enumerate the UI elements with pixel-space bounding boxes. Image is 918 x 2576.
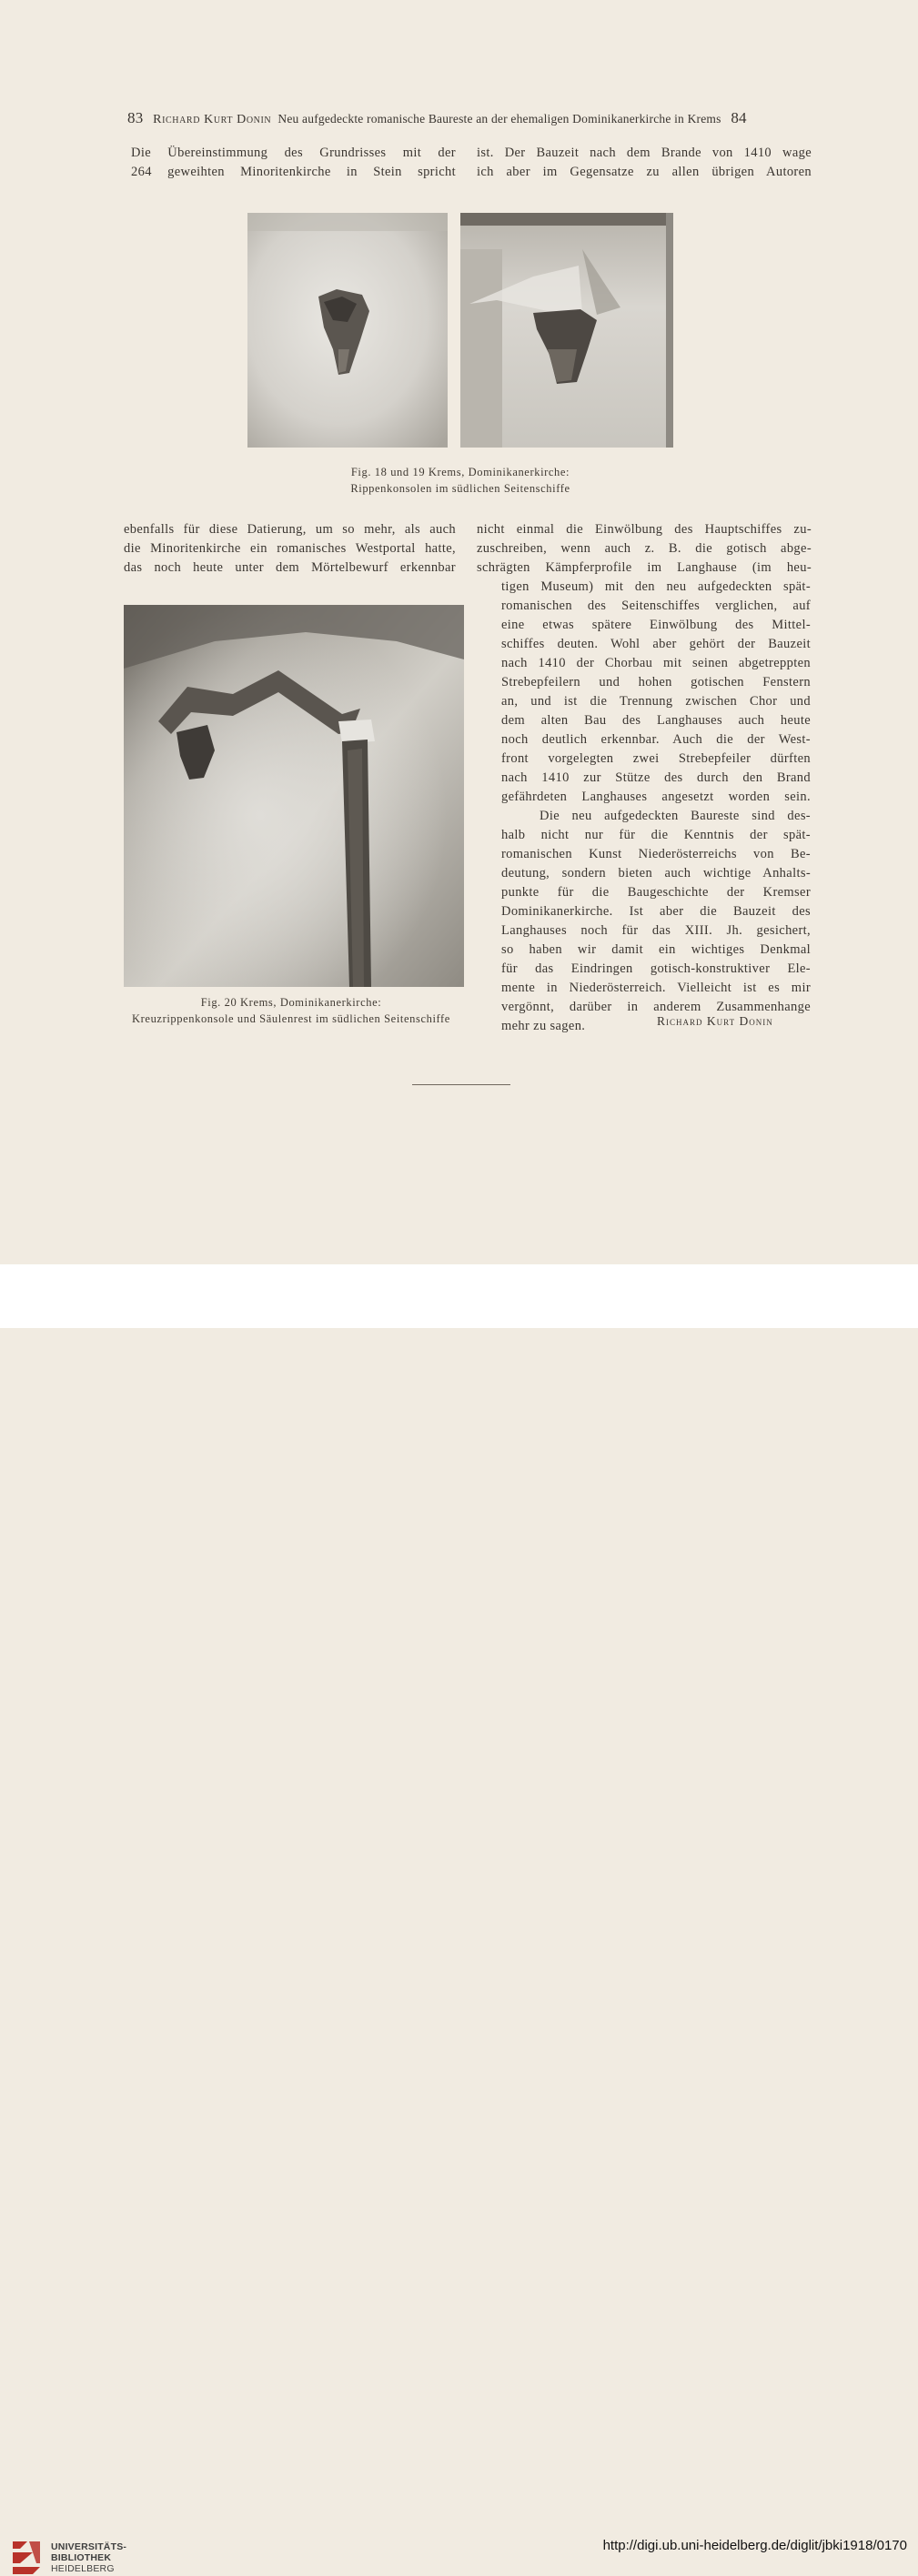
caption-line: Fig. 18 und 19 Krems, Dominikanerkirche: [350, 466, 570, 478]
text-line: für das Eindringen gotisch-konstruktiver Ele- [501, 961, 811, 976]
text-line: Dominikanerkirche. Ist aber die Bauzeit des [501, 904, 811, 919]
text-line: mente in Niederösterreich. Vielleicht ist es mir [501, 981, 811, 995]
source-url-link[interactable]: http://digi.ub.uni-heidelberg.de/diglit/jbki1918/0170 [602, 2538, 907, 2553]
text-line: das noch heute unter dem Mörtelbewurf erkennbar [124, 560, 456, 575]
fig-19-photo [460, 213, 673, 448]
text-line: ich aber im Gegensatze zu allen übrigen Autoren [477, 165, 812, 179]
text-line: schiffes deuten. Wohl aber gehört der Bauzeit [501, 637, 811, 651]
text-line: Langhauses noch für das XIII. Jh. gesichert, [501, 923, 811, 938]
text-line: mehr zu sagen. [501, 1019, 586, 1033]
text-line: deutung, sondern bieten auch wichtige Anhalts- [501, 866, 811, 880]
library-name [51, 2541, 126, 2574]
text-line: Strebepfeilern und hohen gotischen Fenstern [501, 675, 811, 689]
page-number-left: 83 [127, 109, 144, 126]
logo-line: BIBLIOTHEK [51, 2552, 112, 2563]
header-author: Richard Kurt Donin [153, 113, 272, 126]
text-line: halb nicht nur für die Kenntnis der spät- [501, 828, 811, 842]
header-title: Neu aufgedeckte romanische Baureste an der ehemaligen Dominikanerkirche in Krems [277, 112, 721, 126]
page-number-right: 84 [731, 109, 747, 126]
text-line: gefährdeten Langhauses angesetzt worden sein. [501, 790, 811, 804]
text-line: Die Übereinstimmung des Grundrisses mit der [131, 146, 456, 160]
figure-caption-bottom [100, 994, 482, 1027]
text-line: nach 1410 der Chorbau mit seinen abgetreppten [501, 656, 811, 670]
caption-line: Kreuzrippenkonsole und Säulenrest im südlichen Seitenschiffe [132, 1012, 450, 1025]
text-line: ebenfalls für diese Datierung, um so mehr, als auch [124, 522, 456, 537]
text-line: nach 1410 zur Stütze des durch den Brand [501, 770, 811, 785]
caption-line: Fig. 20 Krems, Dominikanerkirche: [200, 996, 382, 1009]
text-line: schrägten Kämpferprofile im Langhause (im heu- [477, 560, 812, 575]
text-line: zuschreiben, wenn auch z. B. die gotisch abge- [477, 541, 812, 556]
text-line: eine etwas spätere Einwölbung des Mittel- [501, 618, 811, 632]
text-line: vergönnt, darüber in anderem Zusammenhange [501, 1000, 811, 1014]
fig-20-photo [124, 605, 464, 987]
scanned-page [0, 0, 918, 1264]
text-line: an, und ist die Trennung zwischen Chor und [501, 694, 811, 709]
text-line: Die neu aufgedeckten Baureste sind des- [540, 809, 811, 823]
text-line: romanischen Kunst Niederösterreichs von Be- [501, 847, 811, 861]
text-line: romanischen des Seitenschiffes verglichen, auf [501, 599, 811, 613]
text-line: punkte für die Baugeschichte der Kremser [501, 885, 811, 900]
author-signature: Richard Kurt Donin [657, 1014, 773, 1028]
fig-18-photo [247, 213, 448, 448]
logo-line: HEIDELBERG [51, 2563, 115, 2574]
text-line: dem alten Bau des Langhauses auch heute [501, 713, 811, 728]
text-line: die Minoritenkirche ein romanisches Westportal hatte, [124, 541, 456, 556]
section-divider [412, 1084, 510, 1085]
running-header [127, 109, 814, 127]
text-line: nicht einmal die Einwölbung des Hauptschiffes zu- [477, 522, 812, 537]
footer-bar [0, 1264, 918, 2574]
text-line: 264 geweihten Minoritenkirche in Stein spricht [131, 165, 456, 179]
heidelberg-library-logo-icon [9, 2536, 45, 2576]
text-line: noch deutlich erkennbar. Auch die der West- [501, 732, 811, 747]
logo-line: UNIVERSITÄTS- [51, 2541, 127, 2552]
text-line: ist. Der Bauzeit nach dem Brande von 1410 wage [477, 146, 812, 160]
text-line: front vorgelegten zwei Strebepfeiler dürften [501, 751, 811, 766]
text-line: so haben wir damit ein wichtiges Denkmal [501, 942, 811, 957]
figure-caption-top [247, 464, 673, 497]
caption-line: Rippenkonsolen im südlichen Seitenschiffe [350, 482, 570, 495]
text-line: tigen Museum) mit den neu aufgedeckten spät- [501, 579, 811, 594]
